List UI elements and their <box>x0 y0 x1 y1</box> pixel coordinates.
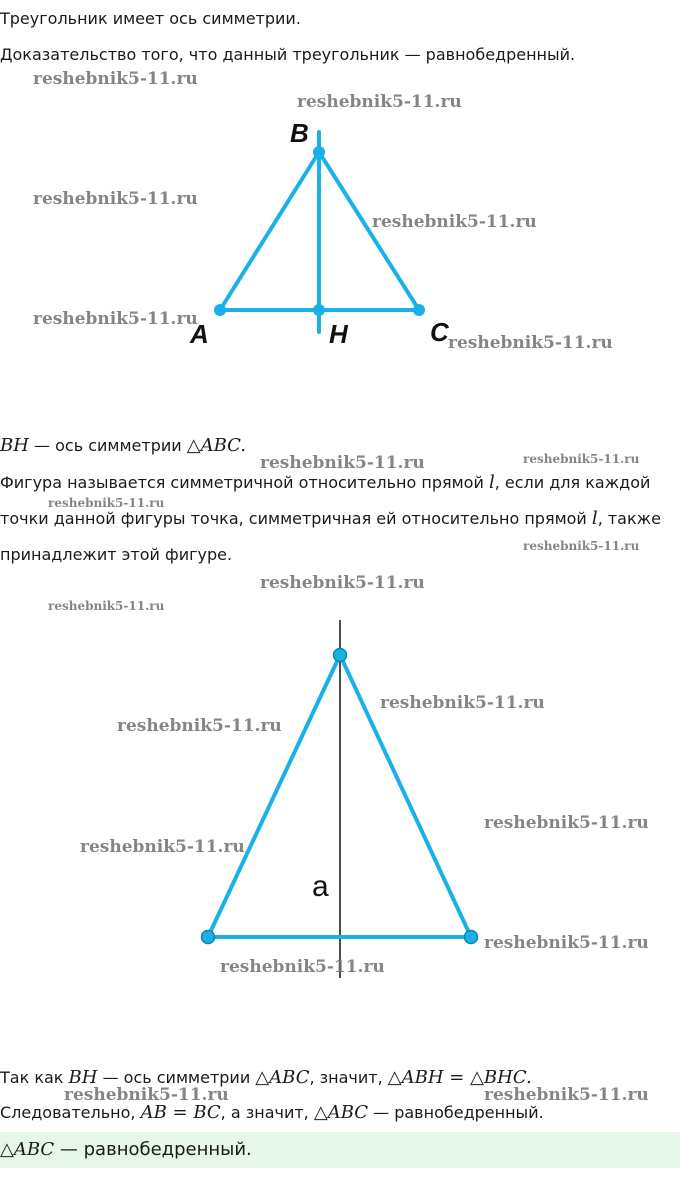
conclusion-line-1: Так как BH — ось симметрии △ABC, значит, △ABH = △BHC. <box>0 1067 532 1088</box>
watermark: reshebnik5-11.ru <box>260 453 425 473</box>
definition-line-1: Фигура называется симметричной относительно прямой l, если для каждой <box>0 472 651 493</box>
watermark: reshebnik5-11.ru <box>372 212 537 232</box>
text-line-1: Треугольник имеет ось симметрии. <box>0 9 301 28</box>
bh-axis-line: BH — ось симметрии △ABC. <box>0 435 247 456</box>
vertex-bottom-left <box>202 931 215 944</box>
watermark: reshebnik5-11.ru <box>297 92 462 112</box>
watermark: reshebnik5-11.ru <box>484 1085 649 1105</box>
label-h: H <box>329 319 348 349</box>
watermark: reshebnik5-11.ru <box>523 452 640 466</box>
side-ab <box>220 152 319 310</box>
point-h <box>313 304 325 316</box>
watermark: reshebnik5-11.ru <box>33 189 198 209</box>
triangle-figure-1 <box>0 80 680 440</box>
definition-line-2: точки данной фигуры точка, симметричная ей относительно прямой l, также <box>0 508 661 529</box>
watermark: reshebnik5-11.ru <box>220 957 385 977</box>
vertex-bottom-right <box>465 931 478 944</box>
vertex-b <box>313 146 325 158</box>
answer-box <box>0 1132 680 1168</box>
axis-label-a: a <box>312 870 329 903</box>
definition-line-3: принадлежит этой фигуре. <box>0 545 233 564</box>
watermark: reshebnik5-11.ru <box>64 1085 229 1105</box>
watermark: reshebnik5-11.ru <box>484 813 649 833</box>
conclusion-line-2: Следовательно, AB = BC, а значит, △ABC — равнобедренный. <box>0 1102 544 1123</box>
label-b: B <box>290 118 309 148</box>
watermark: reshebnik5-11.ru <box>48 599 165 613</box>
watermark: reshebnik5-11.ru <box>33 69 198 89</box>
answer-text: △ABC — равнобедренный. <box>0 1139 252 1160</box>
vertex-top <box>334 649 347 662</box>
watermark: reshebnik5-11.ru <box>33 309 198 329</box>
label-a: A <box>190 319 209 349</box>
label-c: C <box>430 317 449 347</box>
watermark: reshebnik5-11.ru <box>484 933 649 953</box>
watermark: reshebnik5-11.ru <box>117 716 282 736</box>
watermark: reshebnik5-11.ru <box>448 333 613 353</box>
watermark: reshebnik5-11.ru <box>523 539 640 553</box>
watermark: reshebnik5-11.ru <box>380 693 545 713</box>
watermark: reshebnik5-11.ru <box>48 496 165 510</box>
vertex-a <box>214 304 226 316</box>
watermark: reshebnik5-11.ru <box>260 573 425 593</box>
watermark: reshebnik5-11.ru <box>80 837 245 857</box>
vertex-c <box>413 304 425 316</box>
text-line-2: Доказательство того, что данный треугольник — равнобедренный. <box>0 45 576 64</box>
